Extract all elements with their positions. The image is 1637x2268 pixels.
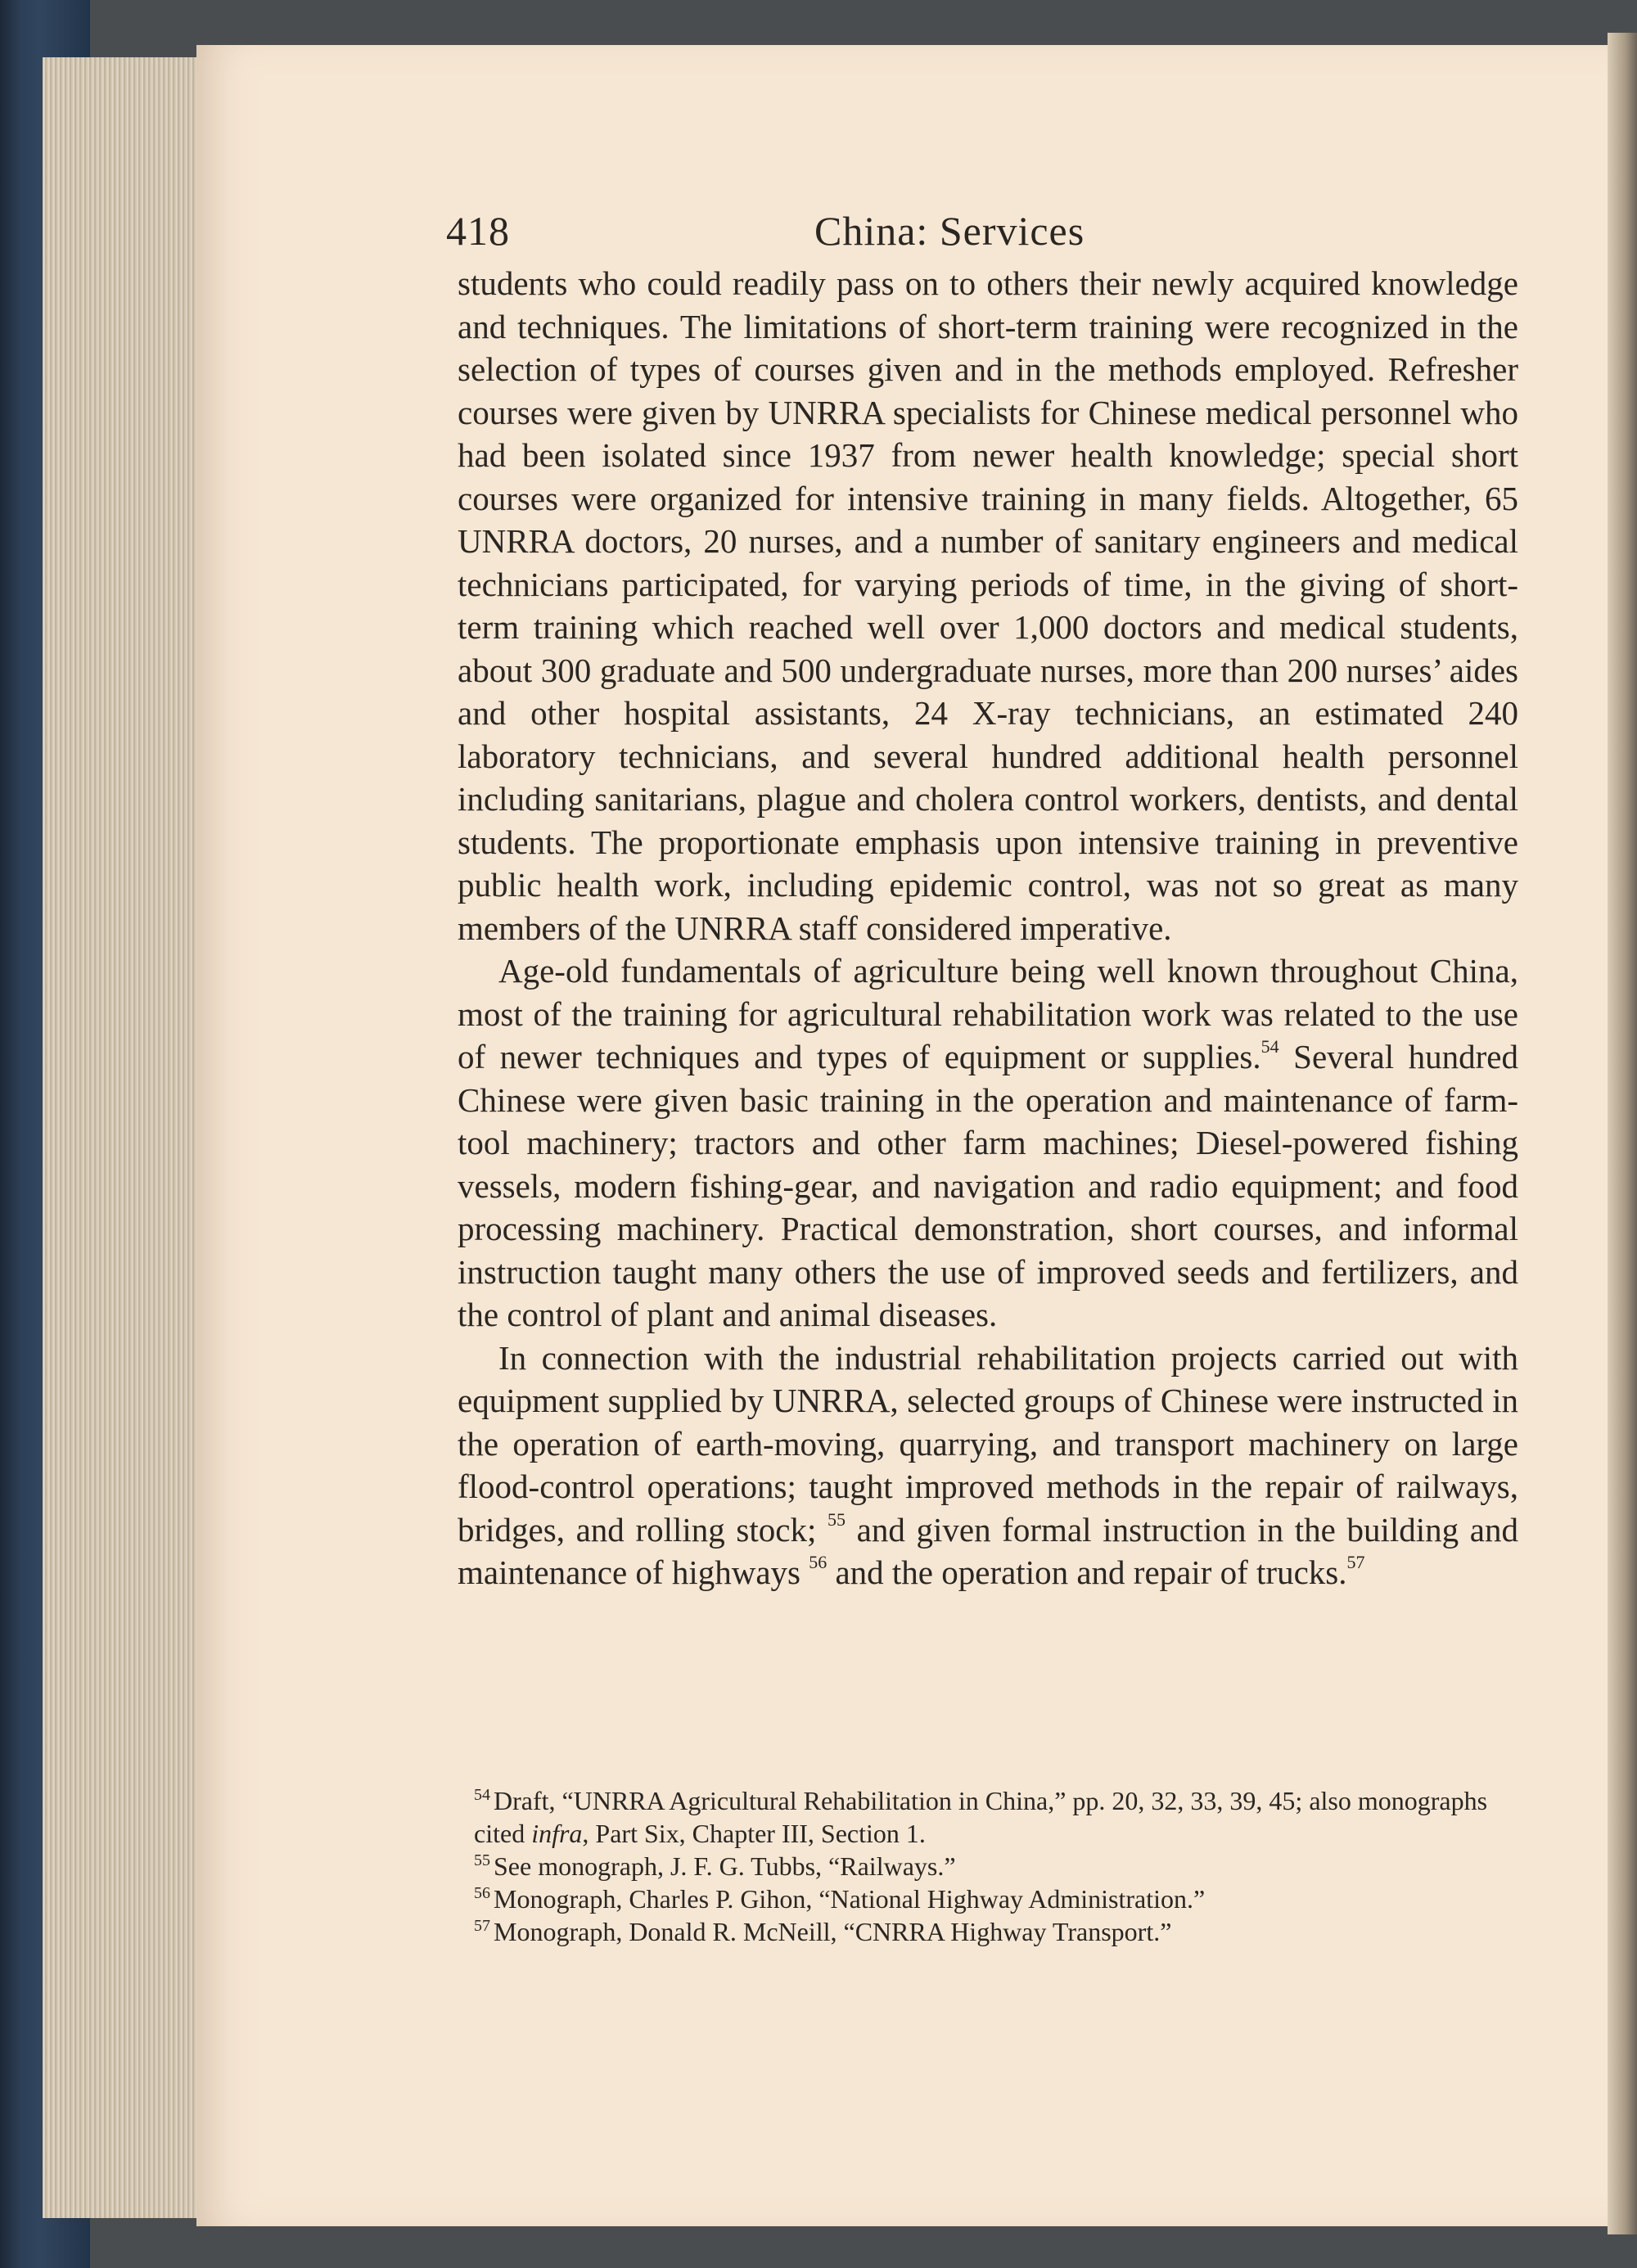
paragraph-2-text-a: Age-old fundamentals of agriculture being well known throughout China, most of the training for agricultural rehabilitation work was related to the use of newer techniques and types of equipment or supplies. [458, 952, 1518, 1075]
binding-edge [0, 0, 21, 2268]
footnote-number: 54 [474, 1786, 490, 1805]
footnote-ref-57: 57 [1346, 1552, 1365, 1573]
paragraph-3-text-a: In connection with the industrial rehabilitation projects carried out with equipment supplied by UNRRA, selected groups of Chinese were instructed in the operation of earth-moving, quarrying, and transport machinery on large flood-control operations; taught improved methods in the repair of railways, bridges, and rolling stock; [458, 1338, 1518, 1549]
footnote-54 [474, 1784, 1518, 1850]
facing-page-edge [1608, 33, 1637, 2234]
footnote-57 [474, 1915, 1518, 1948]
footnote-text: Draft, “UNRRA Agricultural Rehabilitation in China,” pp. 20, 32, 33, 39, 45; also monographs cited [474, 1786, 1488, 1848]
body-text [458, 262, 1518, 1594]
footnote-ref-55: 55 [828, 1508, 846, 1530]
paragraph-3-text-c: and the operation and repair of trucks. [827, 1553, 1347, 1591]
footnote-text: Monograph, Charles P. Gihon, “National Highway Administration.” [494, 1884, 1206, 1914]
paragraph-1: students who could readily pass on to others their newly acquired knowledge and techniques. The limitations of short-term training were recognized in the selection of types of courses given and in the methods employed. Refresher courses were given by UNRRA specialists for Chinese medical personnel who had been isolated since 1937 from newer health knowledge; special short courses were organized for intensive training in many fields. Altogether, 65 UNRRA doctors, 20 nurses, and a number of sanitary engineers and medical technicians participated, for varying periods of time, in the giving of short-term training which reached well over 1,000 doctors and medical students, about 300 graduate and 500 undergraduate nurses, more than 200 nurses’ aides and other hospital assistants, 24 X-ray technicians, an estimated 240 laboratory technicians, and several hundred additional health personnel including sanitarians, plague and cholera control workers, dentists, and dental students. The proportionate emphasis upon intensive training in preventive public health work, including epidemic control, was not so great as many members of the UNRRA staff considered imperative. [458, 264, 1518, 947]
paragraph-3-text-b: and given formal instruction in the building and maintenance of highways [458, 1510, 1518, 1591]
footnote-number: 56 [474, 1884, 490, 1903]
footnote-text-cont: , Part Six, Chapter III, Section 1. [582, 1819, 926, 1848]
running-head [446, 202, 1518, 259]
paragraph-3 [458, 1337, 1518, 1594]
footnote-number: 55 [474, 1851, 490, 1870]
footnote-56 [474, 1882, 1518, 1915]
footnote-text: Monograph, Donald R. McNeill, “CNRRA Highway Transport.” [494, 1917, 1172, 1946]
footnote-number: 57 [474, 1917, 490, 1936]
footnote-ref-54: 54 [1260, 1036, 1279, 1057]
footnote-55 [474, 1850, 1518, 1882]
paragraph-2-text-b: Several hundred Chinese were given basic training in the operation and maintenance of farm-tool machinery; tractors and other farm machines; Diesel-powered fishing vessels, modern fishing-gear, and navigation and radio equipment; and food processing machinery. Practical demonstration, short courses, and informal instruction taught many others the use of improved seeds and fertilizers, and the control of plant and animal diseases. [458, 1038, 1518, 1333]
page-stack-edges [43, 57, 206, 2218]
footnote-italic: infra [531, 1819, 583, 1848]
footnote-ref-56: 56 [809, 1552, 828, 1573]
chapter-title: China: Services [814, 208, 1085, 254]
footnote-text: See monograph, J. F. G. Tubbs, “Railways.” [494, 1851, 956, 1881]
paragraph-2 [458, 949, 1518, 1337]
page-number: 418 [446, 208, 510, 254]
footnotes [474, 1784, 1518, 1948]
